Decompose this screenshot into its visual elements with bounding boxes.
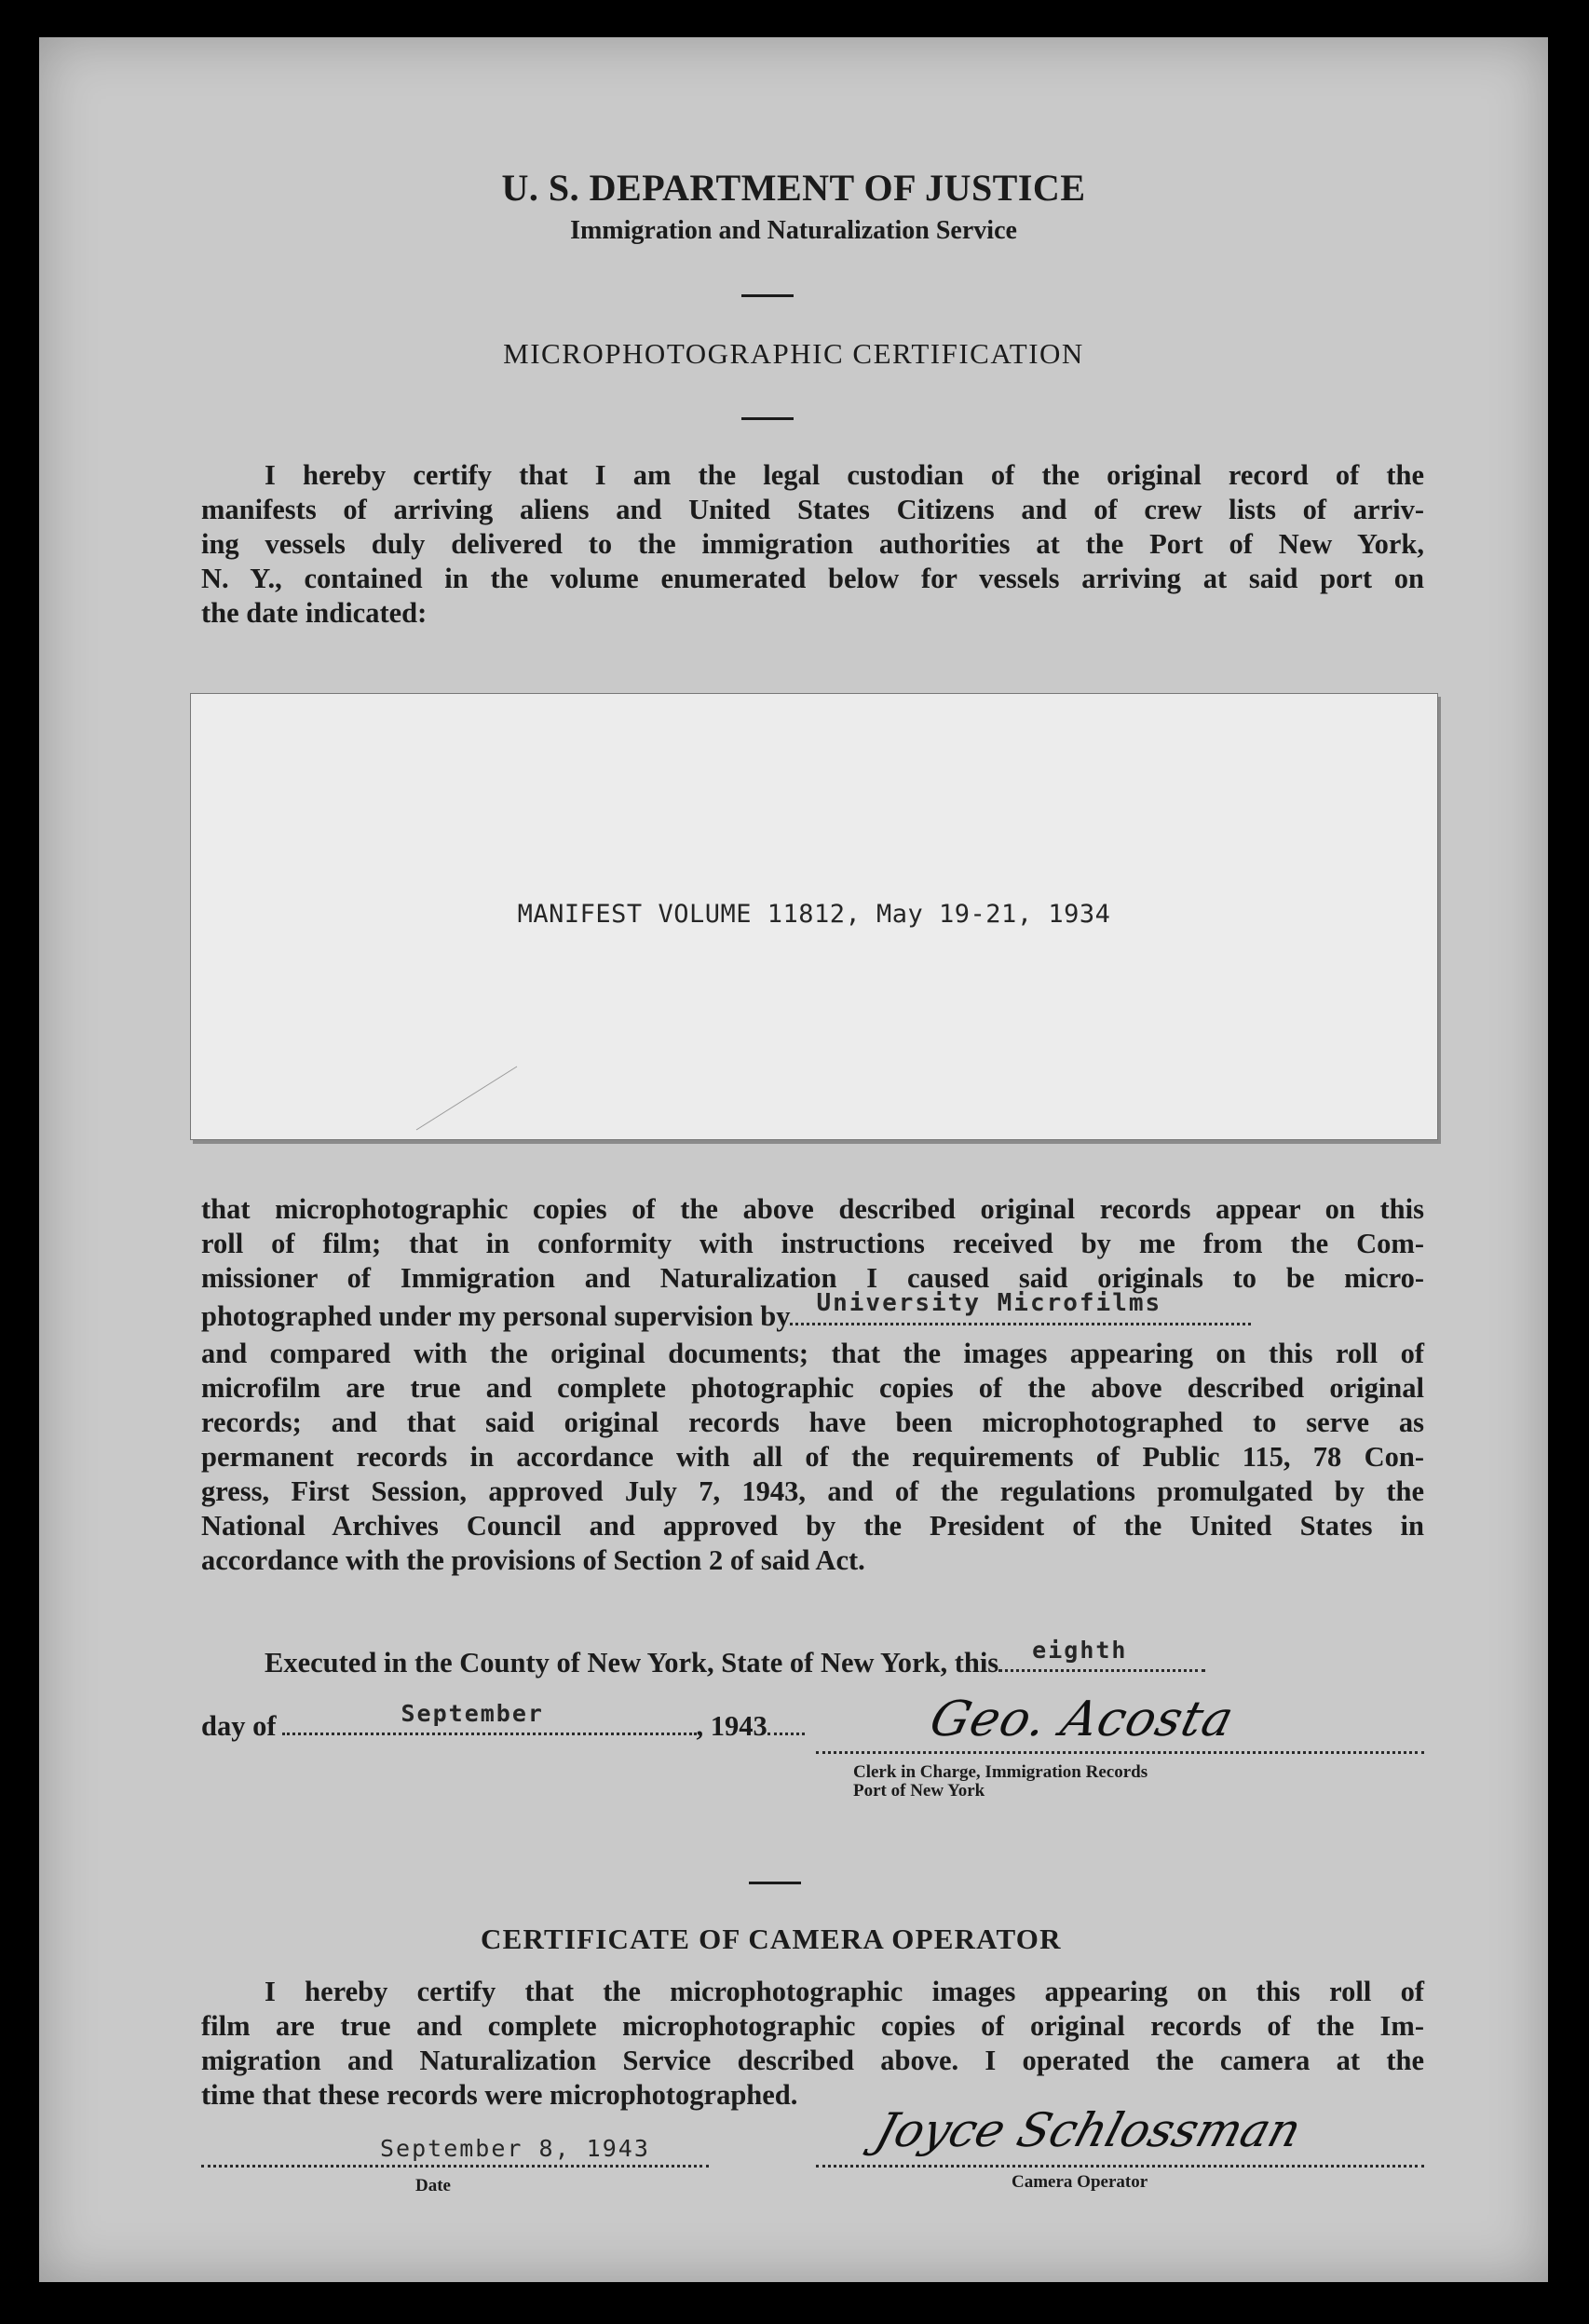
photographed-prefix: photographed under my personal supervision by <box>201 1300 791 1332</box>
operator-signature: Joyce Schlossman <box>869 2103 1308 2157</box>
operator-line: I hereby certify that the microphotographic images appearing on this roll of <box>265 1976 1424 2007</box>
date-label: Date <box>415 2176 451 2195</box>
executed-year: , 1943 <box>696 1710 767 1742</box>
year-trailing-dots <box>767 1733 805 1735</box>
header-divider <box>741 294 794 297</box>
month-field <box>282 1700 697 1735</box>
day-of-line <box>201 1700 946 1744</box>
photographed-by-field <box>790 1289 1251 1325</box>
intro-line: the date indicated: <box>201 597 428 629</box>
intro-paragraph <box>201 458 1424 631</box>
body-line: records; and that said original records have been microphotographed to serve as <box>201 1407 1424 1438</box>
certification-title: MICROPHOTOGRAPHIC CERTIFICATION <box>503 337 1084 370</box>
intro-line: manifests of arriving aliens and United States Citizens and of crew lists of arriv- <box>201 494 1424 525</box>
intro-line: I hereby certify that I am the legal custodian of the original record of the <box>265 459 1424 491</box>
clerk-signature: Geo. Acosta <box>924 1692 1240 1747</box>
clerk-signature-line <box>816 1749 1424 1754</box>
operator-line: time that these records were microphotographed. <box>201 2079 798 2111</box>
section-divider <box>749 1882 801 1884</box>
intro-line: N. Y., contained in the volume enumerated below for vessels arriving at said port on <box>201 563 1424 594</box>
body-line: that microphotographic copies of the above described original records appear on this <box>201 1193 1424 1225</box>
camera-operator-heading: CERTIFICATE OF CAMERA OPERATOR <box>481 1923 1062 1955</box>
operator-line: migration and Naturalization Service described above. I operated the camera at the <box>201 2045 1424 2076</box>
manifest-volume-card <box>190 693 1438 1140</box>
month-value: September <box>401 1700 544 1727</box>
clerk-title-line2: Port of New York <box>853 1781 985 1801</box>
clerk-title-line1: Clerk in Charge, Immigration Records <box>853 1762 1148 1782</box>
executed-line <box>265 1637 1424 1680</box>
executed-prefix: Executed in the County of New York, State of New York, this <box>265 1647 999 1678</box>
body-line: National Archives Council and approved by the President of the United States in <box>201 1510 1424 1542</box>
date-value: September 8, 1943 <box>380 2135 650 2162</box>
camera-operator-paragraph <box>201 1975 1424 2113</box>
operator-signature-label: Camera Operator <box>1012 2172 1148 2192</box>
photographed-by-value: University Microfilms <box>816 1289 1162 1317</box>
body-line: and compared with the original documents; that the images appearing on this roll of <box>201 1338 1424 1369</box>
operator-signature-line <box>816 2163 1424 2168</box>
photographed-by-line <box>201 1289 1424 1337</box>
executed-day-value: eighth <box>1032 1637 1128 1664</box>
day-of-label: day of <box>201 1710 277 1742</box>
body-line: microfilm are true and complete photographic copies of the above described original <box>201 1372 1424 1404</box>
service-subheading: Immigration and Naturalization Service <box>570 216 1017 245</box>
manifest-volume-text: MANIFEST VOLUME 11812, May 19-21, 1934 <box>517 900 1111 929</box>
department-heading: U. S. DEPARTMENT OF JUSTICE <box>501 167 1086 209</box>
title-divider <box>741 417 794 420</box>
body-line: permanent records in accordance with all of the requirements of Public 115, 78 Con- <box>201 1441 1424 1473</box>
body-paragraph <box>201 1192 1424 1578</box>
body-line: roll of film; that in conformity with instructions received by me from the Com- <box>201 1228 1424 1259</box>
body-line: missioner of Immigration and Naturalization I caused said originals to be micro- <box>201 1262 1424 1294</box>
certificate-sheet <box>39 37 1548 2282</box>
operator-line: film are true and complete microphotographic copies of original records of the Im- <box>201 2010 1424 2042</box>
body-line: gress, First Session, approved July 7, 1943, and of the regulations promulgated by the <box>201 1475 1424 1507</box>
intro-line: ing vessels duly delivered to the immigration authorities at the Port of New York, <box>201 528 1424 560</box>
body-line: accordance with the provisions of Section 2 of said Act. <box>201 1544 865 1576</box>
date-line <box>201 2163 709 2168</box>
scratch-mark <box>414 1048 526 1132</box>
executed-day-field <box>998 1637 1205 1672</box>
